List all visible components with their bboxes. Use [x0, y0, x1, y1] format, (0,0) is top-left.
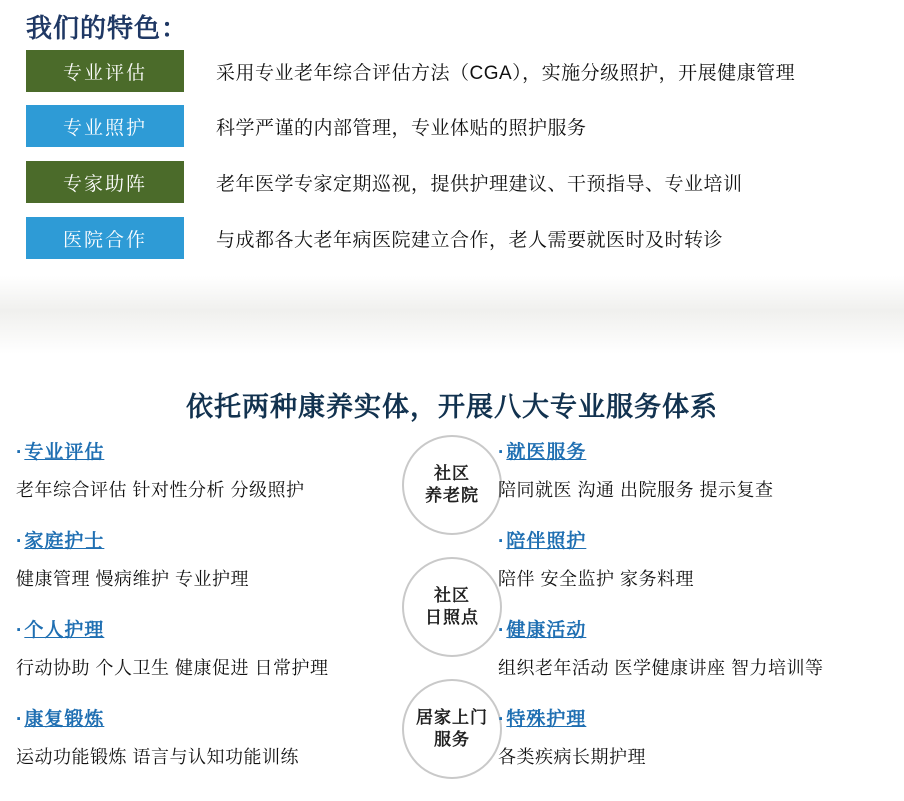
services-title: 依托两种康养实体，开展八大专业服务体系	[186, 392, 718, 422]
service-description: 运动功能锻炼 语言与认知功能训练	[16, 747, 299, 767]
entity-circle	[402, 557, 505, 657]
service-description: 各类疾病长期护理	[498, 747, 646, 767]
bullet-icon: ·	[16, 531, 23, 552]
service-heading: 个人护理	[24, 620, 105, 641]
service-heading: 家庭护士	[24, 531, 105, 552]
service-heading: 专业评估	[24, 442, 105, 463]
entity-circle-line2: 日照点	[425, 608, 479, 627]
service-heading: 就医服务	[506, 442, 587, 463]
service-item	[498, 437, 828, 502]
features-title: 我们的特色：	[26, 13, 189, 43]
entity-circle-line1: 社区	[434, 586, 470, 605]
feature-row	[26, 217, 723, 259]
service-item	[16, 437, 346, 502]
feature-text: 科学严谨的内部管理，专业体贴的照护服务	[216, 117, 587, 139]
services-section	[0, 355, 904, 782]
feature-tag: 医院合作	[26, 217, 184, 259]
entity-circle-line2: 服务	[434, 730, 470, 749]
section-divider-wash	[0, 276, 904, 354]
service-heading: 康复锻炼	[24, 709, 105, 730]
entity-circle	[402, 679, 505, 779]
service-description: 陪同就医 沟通 出院服务 提示复查	[498, 480, 774, 500]
features-section	[0, 0, 904, 290]
service-description: 老年综合评估 针对性分析 分级照护	[16, 480, 305, 500]
service-description: 健康管理 慢病维护 专业护理	[16, 569, 250, 589]
service-item	[498, 704, 828, 769]
feature-row	[26, 50, 795, 92]
service-item	[16, 615, 346, 680]
feature-tag: 专业照护	[26, 105, 184, 147]
entity-circle-line1: 居家上门	[416, 708, 488, 727]
services-right-column	[498, 437, 828, 793]
entity-circle-line2: 养老院	[425, 486, 479, 505]
service-description: 行动协助 个人卫生 健康促进 日常护理	[16, 658, 329, 678]
services-left-column	[16, 437, 346, 793]
service-item	[498, 526, 828, 591]
bullet-icon: ·	[16, 709, 23, 730]
service-heading: 健康活动	[506, 620, 587, 641]
bullet-icon: ·	[498, 709, 505, 730]
service-heading: 陪伴照护	[506, 531, 587, 552]
service-description: 陪伴 安全监护 家务料理	[498, 569, 695, 589]
feature-row	[26, 161, 743, 203]
feature-tag: 专业评估	[26, 50, 184, 92]
entity-circle	[402, 435, 505, 535]
feature-tag: 专家助阵	[26, 161, 184, 203]
feature-text: 老年医学专家定期巡视，提供护理建议、干预指导、专业培训	[216, 173, 743, 195]
bullet-icon: ·	[498, 620, 505, 641]
service-item	[498, 615, 828, 680]
service-description: 组织老年活动 医学健康讲座 智力培训等	[498, 658, 824, 678]
bullet-icon: ·	[16, 620, 23, 641]
feature-row	[26, 105, 587, 147]
bullet-icon: ·	[498, 442, 505, 463]
entity-circle-line1: 社区	[434, 464, 470, 483]
service-heading: 特殊护理	[506, 709, 587, 730]
bullet-icon: ·	[498, 531, 505, 552]
feature-text: 采用专业老年综合评估方法（CGA），实施分级照护，开展健康管理	[216, 62, 796, 84]
service-item	[16, 526, 346, 591]
service-item	[16, 704, 346, 769]
feature-text: 与成都各大老年病医院建立合作，老人需要就医时及时转诊	[216, 229, 724, 251]
bullet-icon: ·	[16, 442, 23, 463]
